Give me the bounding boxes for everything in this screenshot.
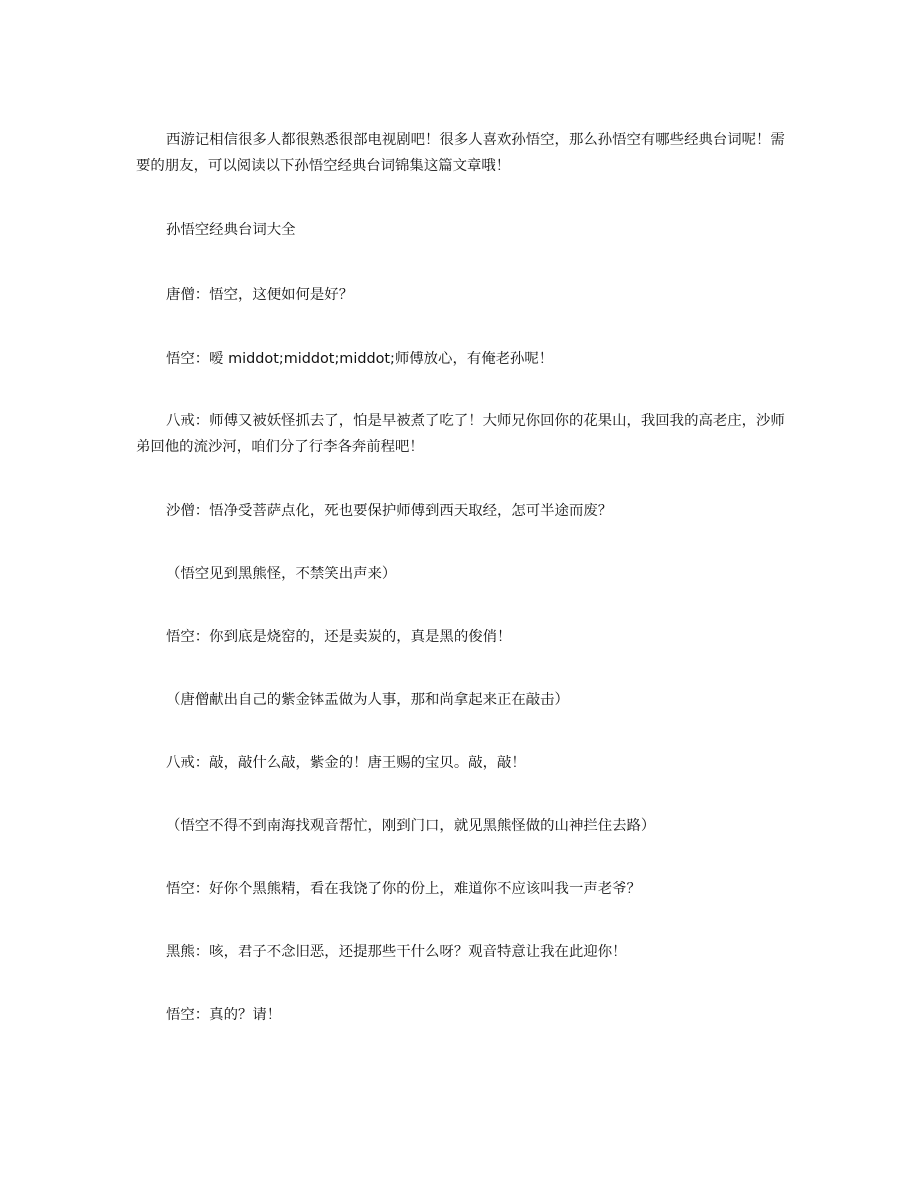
stage-direction: （悟空不得不到南海找观音帮忙，刚到门口，就见黑熊怪做的山神拦住去路）	[166, 818, 656, 834]
intro-paragraph: 西游记相信很多人都很熟悉很部电视剧吧！很多人喜欢孙悟空，那么孙悟空有哪些经典台词呢！需要的朋友，可以阅读以下孙悟空经典台词锦集这篇文章哦！	[136, 132, 785, 174]
stage-direction: （悟空见到黑熊怪，不禁笑出声来）	[166, 566, 397, 582]
dialogue-line: 悟空：你到底是烧窑的，还是卖炭的，真是黑的俊俏！	[166, 629, 512, 645]
dialogue-line: 黑熊：咳，君子不念旧恶，还提那些干什么呀？观音特意让我在此迎你！	[166, 944, 627, 960]
dialogue-line: 沙僧：悟净受菩萨点化，死也要保护师傅到西天取经，怎可半途而废？	[166, 503, 613, 519]
stage-direction: （唐僧献出自己的紫金钵盂做为人事，那和尚拿起来正在敲击）	[166, 692, 569, 708]
dialogue-line: 八戒：师傅又被妖怪抓去了，怕是早被煮了吃了！大师兄你回你的花果山，我回我的高老庄，沙师弟回他的流沙河，咱们分了行李各奔前程吧！	[136, 413, 785, 455]
section-heading: 孙悟空经典台词大全	[166, 222, 296, 238]
dialogue-line: 悟空：好你个黑熊精，看在我饶了你的份上，难道你不应该叫我一声老爷？	[166, 881, 641, 897]
dialogue-line: 唐僧：悟空，这便如何是好？	[166, 287, 354, 303]
dialogue-line: 悟空：真的？请！	[166, 1007, 282, 1023]
dialogue-line: 八戒：敲，敲什么敲，紫金的！唐王赐的宝贝。敲，敲！	[166, 755, 526, 771]
dialogue-line: 悟空：嗳 middot;middot;middot;师傅放心，有俺老孙呢！	[166, 351, 554, 367]
